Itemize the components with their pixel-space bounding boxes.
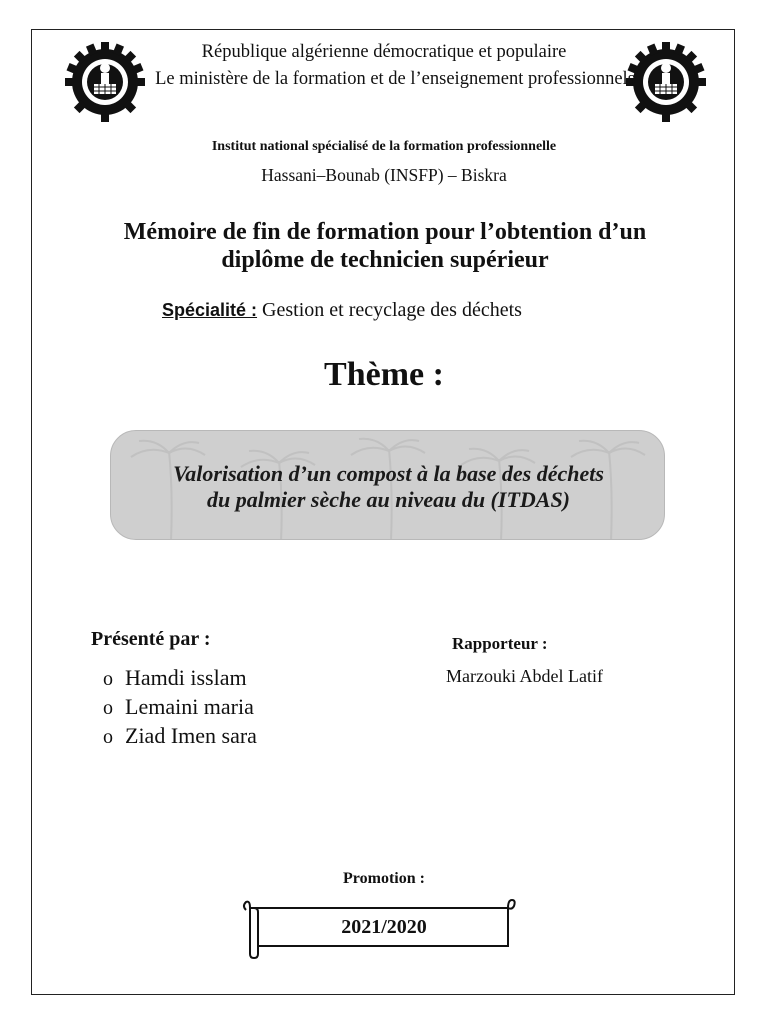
- rapporteur-name: Marzouki Abdel Latif: [446, 666, 603, 686]
- theme-line-1: Valorisation d’un compost à la base des déchets: [173, 461, 604, 486]
- list-item: [103, 722, 257, 751]
- bullet: o: [103, 668, 113, 690]
- student-name: Ziad Imen sara: [125, 723, 257, 748]
- theme-heading: Thème :: [324, 356, 444, 393]
- bullet: o: [103, 726, 113, 748]
- list-item: [103, 664, 257, 693]
- promotion-year: 2021/2020: [341, 916, 427, 938]
- rapporteur-label: Rapporteur :: [452, 634, 548, 653]
- specialite-label: Spécialité :: [162, 300, 258, 320]
- ministry-heading: Le ministère de la formation et de l’enseignement professionnels: [155, 69, 635, 89]
- student-name: Lemaini maria: [125, 694, 254, 719]
- memoire-title: Mémoire de fin de formation pour l’obtention d’un diplôme de technicien supérieur: [123, 219, 647, 273]
- bullet: o: [103, 697, 113, 719]
- theme-title: [111, 461, 665, 513]
- presented-label: Présenté par :: [91, 628, 211, 650]
- promotion-label: Promotion :: [343, 870, 425, 887]
- republic-heading: République algérienne démocratique et populaire: [201, 42, 567, 62]
- specialite: [162, 299, 522, 322]
- student-name: Hamdi isslam: [125, 665, 247, 690]
- student-list: [103, 664, 257, 751]
- theme-line-2: du palmier sèche au niveau du (ITDAS): [206, 487, 571, 512]
- specialite-value: Gestion et recyclage des déchets: [257, 299, 522, 321]
- institute-heading: Institut national spécialisé de la formation professionnelle: [211, 139, 557, 154]
- list-item: [103, 693, 257, 722]
- institute-location: Hassani–Bounab (INSFP) – Biskra: [261, 165, 507, 185]
- theme-box: [110, 430, 665, 540]
